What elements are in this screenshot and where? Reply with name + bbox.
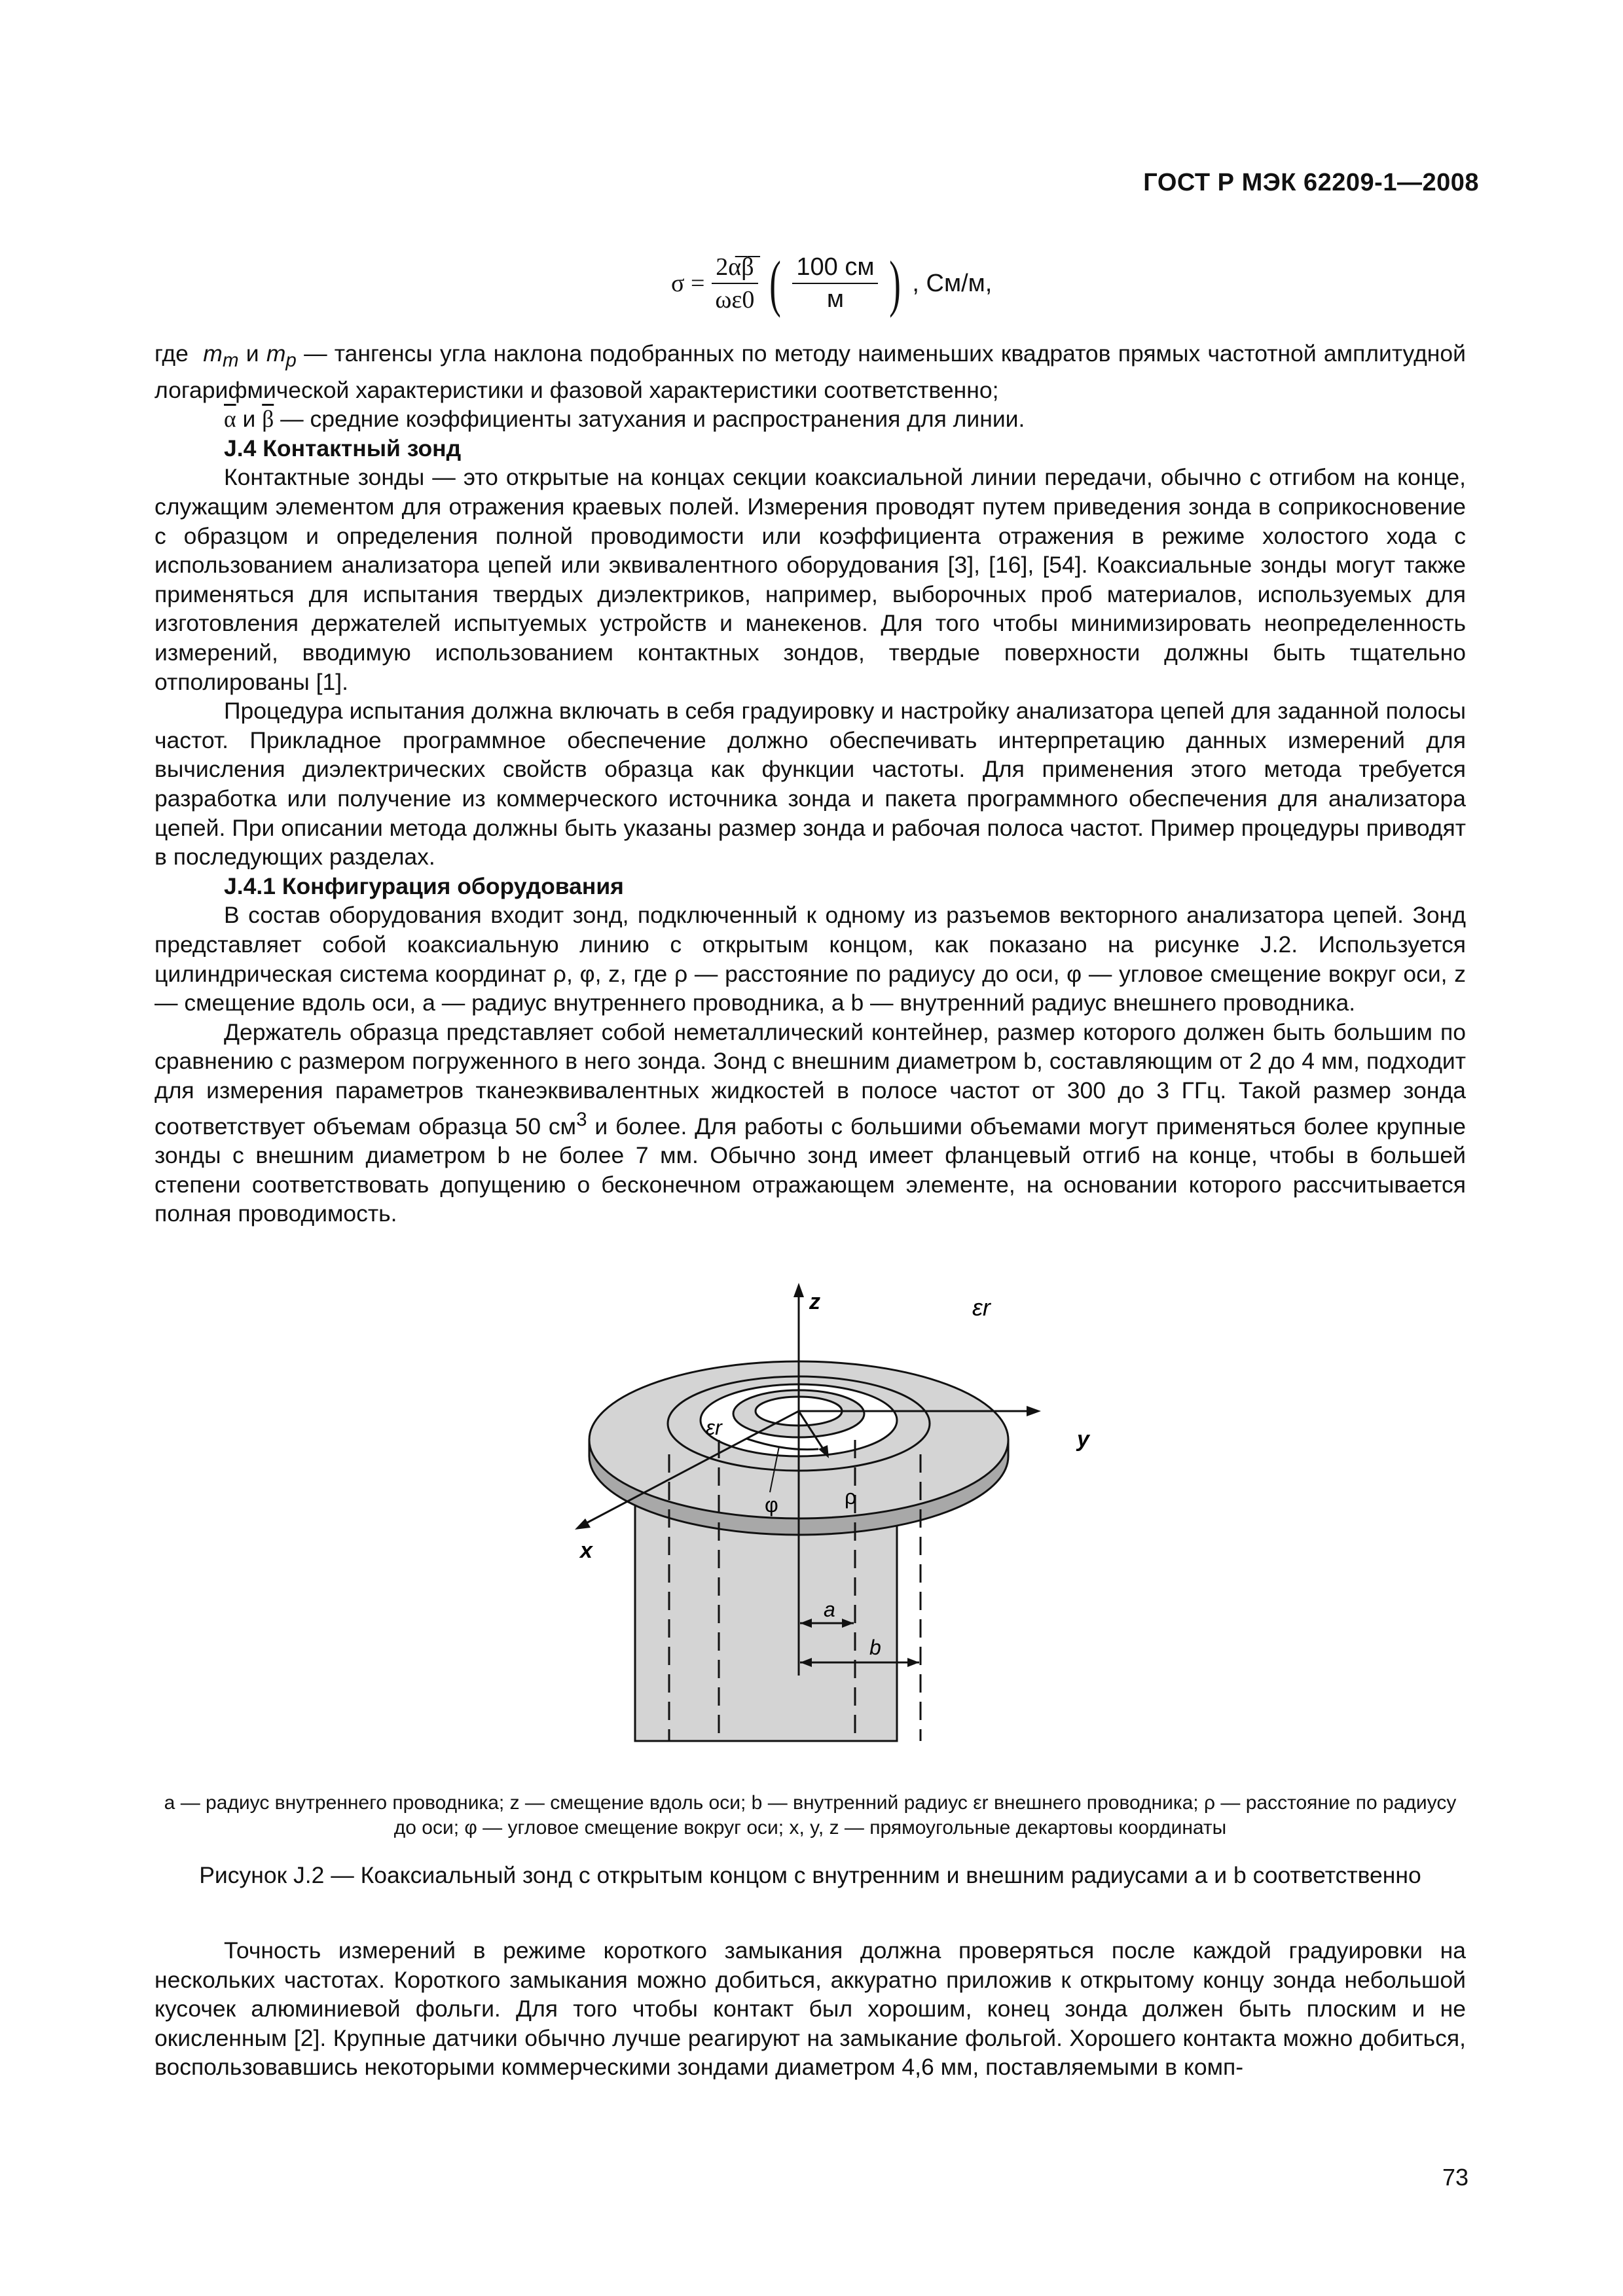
paragraph-sample-holder: Держатель образца представляет собой неметаллический контейнер, размер которого должен быть большим по сравнению с размером погруженного в него зонда. Зонд с внешним диаметром b, составляющим от 2 до 4 мм, подходит для измерения параметров тканеэквивалентных жидкостей в полосе частот от 300 до 3 ГГц. Такой размер зонда соответствует объемам образца 50 $см^3$ и более. Для работы с большими объемами могут применяться более крупные зонды с внешним диаметром b не более 7 мм. Обычно зонд имеет фланцевый отгиб на конце, чтобы в большей степени соответствовать допущению о бесконечном отражающем элементе, на основании которого рассчитывается полная проводимость.: [155, 1018, 1467, 1227]
label-phi: φ: [765, 1493, 778, 1516]
symbol-mm: $m_m$: [203, 340, 239, 372]
coaxial-probe-figure: [556, 1283, 1146, 1754]
formula-unit: , См/м,: [912, 269, 993, 297]
sigma-formula: [671, 248, 993, 318]
fraction-1-denominator: ωε0: [715, 286, 755, 314]
where-definition: где $m_m$ и $m_p$ — тангенсы угла наклона подобранных по методу наименьших квадратов прямых частотной амплитудной логарифмической характеристики и фазовой характеристики соответственно;: [155, 340, 1466, 403]
label-y: y: [1077, 1427, 1089, 1452]
dim-b-arrow-right: [907, 1658, 919, 1667]
symbol-mp: $m_p$: [266, 340, 297, 372]
page-number: 73: [1442, 2164, 1468, 2191]
y-arrowhead: [1027, 1406, 1041, 1416]
z-arrowhead: [793, 1283, 804, 1297]
formula-fraction-2: [792, 253, 878, 314]
formula-fraction-1: [711, 253, 758, 314]
label-b: b: [869, 1636, 881, 1659]
paragraph-equipment: В состав оборудования входит зонд, подключенный к одному из разъемов векторного анализатора цепей. Зонд представляет собой коаксиальную линию с открытым концом, как показано на рисунке J.2. Используется цилиндрическая система координат ρ, φ, z, где ρ — расстояние по радиусу до оси, φ — угловое смещение вокруг оси, z — смещение вдоль оси, a — радиус внутреннего проводника, а b — внутренний радиус внешнего проводника.: [155, 902, 1466, 1016]
text-block-2: [155, 1936, 1466, 2082]
open-paren: (: [769, 248, 782, 318]
label-er-outer: εr: [972, 1294, 991, 1321]
formula-lhs: σ =: [671, 270, 705, 297]
x-arrowhead: [575, 1518, 591, 1530]
close-paren: ): [889, 248, 902, 318]
fraction-2-denominator: м: [826, 285, 844, 313]
heading-j41: J.4.1 Конфигурация оборудования: [224, 872, 624, 899]
alpha-beta-definition: $\overline{\alpha}$ и $\overline{\beta}$ — средние коэффициенты затухания и распространения для линии.: [224, 406, 1025, 433]
fraction-2-numerator: 100 см: [792, 253, 878, 284]
label-a: a: [824, 1598, 835, 1621]
label-er-inner: εr: [706, 1416, 722, 1439]
paragraph-contact-probes: Контактные зонды — это открытые на концах секции коаксиальной линии передачи, обычно с отгибом на конце, служащим элементом для отражения краевых полей. Измерения проводят путем приведения зонда в соприкосновение с образцом и определения полной проводимости или коэффициента отражения в режиме холостого хода с использованием анализатора цепей или эквивалентного оборудования [3], [16], [54]. Коаксиальные зонды могут также применяться для испытания твердых диэлектриков, например, выборочных проб материалов, используемых для изготовления держателей испытуемых устройств и манекенов. Для того чтобы минимизировать неопределенность измерений, вводимую использованием контактных зондов, твердые поверхности должны быть тщательно отполированы [1].: [155, 464, 1466, 695]
label-z: z: [809, 1289, 820, 1314]
paragraph-short-circuit: Точность измерений в режиме короткого замыкания должна проверяться после каждой градуировки на нескольких частотах. Короткого замыкания можно добиться, аккуратно приложив к открытому концу зонда небольшой кусочек алюминиевой фольги. Для того чтобы контакт был хорошим, конец зонда должен быть плоским и не окисленным [2]. Крупные датчики обычно лучше реагируют на замыкание фольгой. Хорошего контакта можно добиться, воспользовавшись некоторыми коммерческими зондами диаметром 4,6 мм, поставляемыми в комп-: [155, 1937, 1466, 2081]
text-block-1: [155, 339, 1466, 1229]
fraction-1-numerator: 2α̅β̅: [712, 253, 757, 284]
document-header: ГОСТ Р МЭК 62209-1—2008: [1143, 169, 1479, 196]
heading-j4: J.4 Контактный зонд: [224, 435, 462, 461]
paragraph-test-procedure: Процедура испытания должна включать в себя градуировку и настройку анализатора цепей для заданной полосы частот. Прикладное программное обеспечение должно обеспечивать интерпретацию данных измерений для вычисления диэлектрических свойств образца как функции частоты. Для применения этого метода требуется разработка или получение из коммерческого источника зонда и пакета программного обеспечения для анализатора цепей. При описании метода должны быть указаны размер зонда и рабочая полоса частот. Пример процедуры приводят в последующих разделах.: [155, 698, 1466, 870]
label-x: x: [580, 1538, 593, 1563]
label-rho: ρ: [845, 1485, 857, 1509]
figure-legend: a — радиус внутреннего проводника; z — смещение вдоль оси; b — внутренний радиус εr внешнего проводника; ρ — расстояние по радиусу до оси; φ — угловое смещение вокруг оси; x, y, z — прямоугольные декартовы координаты: [164, 1792, 1457, 1839]
figure-caption: Рисунок J.2 — Коаксиальный зонд с открытым концом с внутренним и внешним радиусами a и b соответственно: [199, 1862, 1421, 1888]
